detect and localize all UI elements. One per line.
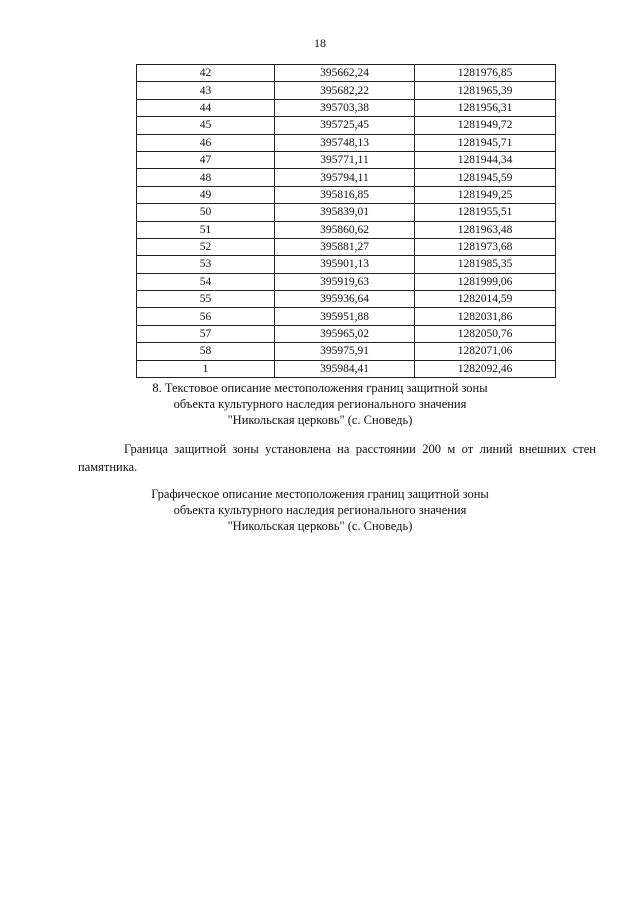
- point-number-cell: 52: [137, 238, 275, 255]
- y-coordinate-cell: 1282092,46: [415, 360, 556, 377]
- coordinates-table: [136, 64, 556, 378]
- table-row: [137, 151, 556, 168]
- coordinates-table-body: [137, 65, 556, 378]
- y-coordinate-cell: 1282071,06: [415, 343, 556, 360]
- y-coordinate-cell: 1281949,72: [415, 117, 556, 134]
- point-number-cell: 58: [137, 343, 275, 360]
- x-coordinate-cell: 395794,11: [275, 169, 415, 186]
- point-number-cell: 48: [137, 169, 275, 186]
- table-row: [137, 134, 556, 151]
- graphic-heading-line-3: "Никольская церковь" (с. Сноведь): [227, 519, 413, 533]
- x-coordinate-cell: 395839,01: [275, 204, 415, 221]
- table-row: [137, 238, 556, 255]
- boundary-paragraph: Граница защитной зоны установлена на расстоянии 200 м от линий внешних стен памятника.: [78, 442, 596, 474]
- y-coordinate-cell: 1281973,68: [415, 238, 556, 255]
- table-row: [137, 65, 556, 82]
- table-row: [137, 273, 556, 290]
- y-coordinate-cell: 1281963,48: [415, 221, 556, 238]
- x-coordinate-cell: 395881,27: [275, 238, 415, 255]
- x-coordinate-cell: 395662,24: [275, 65, 415, 82]
- table-row: [137, 204, 556, 221]
- table-row: [137, 343, 556, 360]
- x-coordinate-cell: 395975,91: [275, 343, 415, 360]
- y-coordinate-cell: 1281945,59: [415, 169, 556, 186]
- point-number-cell: 44: [137, 99, 275, 116]
- x-coordinate-cell: 395725,45: [275, 117, 415, 134]
- point-number-cell: 1: [137, 360, 275, 377]
- point-number-cell: 42: [137, 65, 275, 82]
- section-8-heading: [0, 380, 640, 428]
- x-coordinate-cell: 395860,62: [275, 221, 415, 238]
- point-number-cell: 51: [137, 221, 275, 238]
- y-coordinate-cell: 1282050,76: [415, 325, 556, 342]
- y-coordinate-cell: 1282014,59: [415, 291, 556, 308]
- table-row: [137, 186, 556, 203]
- y-coordinate-cell: 1281955,51: [415, 204, 556, 221]
- table-row: [137, 308, 556, 325]
- point-number-cell: 55: [137, 291, 275, 308]
- point-number-cell: 56: [137, 308, 275, 325]
- x-coordinate-cell: 395703,38: [275, 99, 415, 116]
- point-number-cell: 45: [137, 117, 275, 134]
- y-coordinate-cell: 1282031,86: [415, 308, 556, 325]
- page-number: 18: [314, 36, 326, 50]
- section-8-heading-line-2: объекта культурного наследия регионального значения: [173, 397, 467, 411]
- x-coordinate-cell: 395771,11: [275, 151, 415, 168]
- point-number-cell: 43: [137, 82, 275, 99]
- x-coordinate-cell: 395682,22: [275, 82, 415, 99]
- x-coordinate-cell: 395984,41: [275, 360, 415, 377]
- x-coordinate-cell: 395951,88: [275, 308, 415, 325]
- y-coordinate-cell: 1281944,34: [415, 151, 556, 168]
- table-row: [137, 117, 556, 134]
- point-number-cell: 54: [137, 273, 275, 290]
- graphic-heading-line-2: объекта культурного наследия регионального значения: [173, 503, 467, 517]
- point-number-cell: 46: [137, 134, 275, 151]
- y-coordinate-cell: 1281985,35: [415, 256, 556, 273]
- table-row: [137, 221, 556, 238]
- table-row: [137, 99, 556, 116]
- section-8-heading-line-1: 8. Текстовое описание местоположения границ защитной зоны: [152, 381, 488, 395]
- table-row: [137, 82, 556, 99]
- y-coordinate-cell: 1281999,06: [415, 273, 556, 290]
- y-coordinate-cell: 1281956,31: [415, 99, 556, 116]
- x-coordinate-cell: 395936,64: [275, 291, 415, 308]
- table-row: [137, 325, 556, 342]
- graphic-heading-line-1: Графическое описание местоположения границ защитной зоны: [151, 487, 489, 501]
- graphic-description-heading: [0, 486, 640, 534]
- y-coordinate-cell: 1281949,25: [415, 186, 556, 203]
- y-coordinate-cell: 1281965,39: [415, 82, 556, 99]
- y-coordinate-cell: 1281976,85: [415, 65, 556, 82]
- point-number-cell: 49: [137, 186, 275, 203]
- y-coordinate-cell: 1281945,71: [415, 134, 556, 151]
- point-number-cell: 47: [137, 151, 275, 168]
- x-coordinate-cell: 395748,13: [275, 134, 415, 151]
- table-row: [137, 360, 556, 377]
- x-coordinate-cell: 395901,13: [275, 256, 415, 273]
- x-coordinate-cell: 395816,85: [275, 186, 415, 203]
- point-number-cell: 53: [137, 256, 275, 273]
- section-8-heading-line-3: "Никольская церковь" (с. Сноведь): [227, 413, 413, 427]
- table-row: [137, 169, 556, 186]
- x-coordinate-cell: 395965,02: [275, 325, 415, 342]
- point-number-cell: 50: [137, 204, 275, 221]
- table-row: [137, 256, 556, 273]
- table-row: [137, 291, 556, 308]
- point-number-cell: 57: [137, 325, 275, 342]
- x-coordinate-cell: 395919,63: [275, 273, 415, 290]
